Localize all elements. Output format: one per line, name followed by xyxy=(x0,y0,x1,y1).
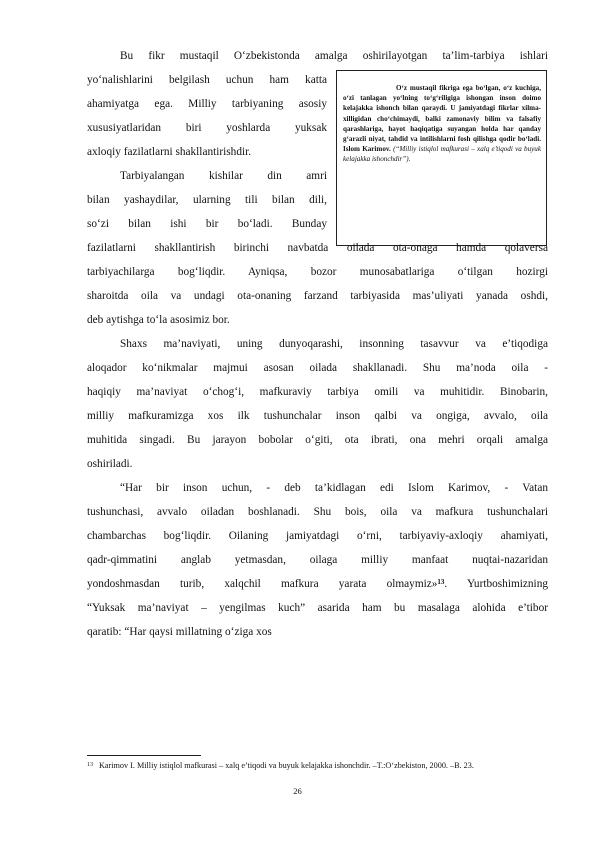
body-line-6: Tarbiyalangan kishilar din amri xyxy=(120,170,327,182)
body-line-22: qadr-qimmatini anglab yetmasdan, oilaga milliy manfaat nuqtai-nazaridan xyxy=(87,554,548,566)
quote-callout-box xyxy=(336,70,547,246)
body-line-8: so‘zi bilan ishi bir bo‘ladi. Bunday xyxy=(87,218,327,230)
callout-italic-source: (“Milliy istiqlol mafkurasi – xalq e’tiqodi va buyuk kelajakka ishonchdir”). xyxy=(343,145,541,164)
body-line-23-tail: . Yurtboshimizning xyxy=(444,578,548,590)
body-line-13: Shaxs ma’naviyati, uning dunyoqarashi, insonning tasavvur va e’tiqodiga xyxy=(120,338,548,350)
body-line-3: ahamiyatga ega. Milliy tarbiyaning asosiy xyxy=(87,98,327,110)
footnote xyxy=(87,761,549,772)
body-line-20: tushunchasi, avvalo oiladan boshlanadi. Shu bois, oila va mafkura tushunchalari xyxy=(87,506,548,518)
footnote-text: Karimov I. Milliy istiqlol mafkurasi – xalq e’tiqodi va buyuk kelajakka ishonchdir. –T.:O‘zbekiston, 2000. –B. 23. xyxy=(99,761,474,770)
body-line-12: deb aytishga to‘la asosimiz bor. xyxy=(87,314,230,326)
body-line-19: “Har bir inson uchun, - deb ta’kidlagan edi Islom Karimov, - Vatan xyxy=(120,482,548,494)
body-line-7: bilan yashaydilar, ularning tili bilan dili, xyxy=(87,194,327,206)
body-line-11: sharoitda oila va undagi ota-onaning farzand tarbiyasida mas’uliyati yanada oshdi, xyxy=(87,290,548,302)
body-line-14: aloqador ko‘nikmalar majmui asosan oilada shakllanadi. Shu ma’noda oila - xyxy=(87,362,548,374)
body-line-10: tarbiyachilarga bog‘liqdir. Ayniqsa, bozor munosabatlariga o‘tilgan hozirgi xyxy=(87,266,548,278)
footnote-divider xyxy=(87,755,201,756)
callout-bold-text: O‘z mustaqil fikriga ega bo‘lgan, o‘z kuchiga, o‘zi tanlagan yo‘lning to‘g‘riligiga ishongan inson doimo kelajakka ishonch bilan qaraydi. U jamiyatdagi fikrlar xilma-xilligidan cho‘chimaydi, balki zamonaviy bilim va falsafiy qarashlariga, hayot haqiqatiga suyangan holda har qanday g‘arazli niyat, tahdid va intilishlarni fosh qilishga qodir bo‘ladi. Islom Karimov. xyxy=(343,84,541,154)
body-line-17: muhitida singadi. Bu jarayon bobolar o‘giti, ota ibrati, ona mehri orqali amalga xyxy=(87,434,548,446)
body-line-25: qaratib: “Har qaysi millatning o‘ziga xos xyxy=(87,626,272,638)
body-line-18: oshiriladi. xyxy=(87,458,133,470)
body-line-9: fazilatlarni shakllantirish birinchi navbatda oilada ota-onaga hamda qolaversa xyxy=(87,242,548,254)
footnote-reference[interactable]: 13 xyxy=(437,578,445,586)
body-line-15: haqiqiy ma’naviyat o‘chog‘i, mafkuraviy tarbiya omili va muhitidir. Binobarin, xyxy=(87,386,548,398)
body-line-21: chambarchas bog‘liqdir. Oilaning jamiyatdagi o‘rni, tarbiyaviy-axloqiy ahamiyati, xyxy=(87,530,548,542)
body-line-23-text: yondoshmasdan turib, xalqchil mafkura yarata olmaymiz» xyxy=(87,578,438,590)
page-number: 26 xyxy=(293,786,302,796)
footnote-number: 13 xyxy=(87,762,93,768)
body-line-2: yo‘nalishlarini belgilash uchun ham katta xyxy=(87,74,327,86)
body-line-24: “Yuksak ma’naviyat – yengilmas kuch” asarida ham bu masalaga alohida e’tibor xyxy=(87,602,548,614)
body-line-23 xyxy=(87,577,548,591)
body-line-16: milliy mafkuramizga xos ilk tushunchalar inson qalbi va ongiga, avvalo, oila xyxy=(87,410,548,422)
body-line-4: xususiyatlaridan biri yoshlarda yuksak xyxy=(87,122,327,134)
body-line-1: Bu fikr mustaqil O‘zbekistonda amalga oshirilayotgan ta’lim-tarbiya ishlari xyxy=(120,50,548,62)
body-line-5: axloqiy fazilatlarni shakllantirishdir. xyxy=(87,146,252,158)
callout-text xyxy=(343,83,541,165)
